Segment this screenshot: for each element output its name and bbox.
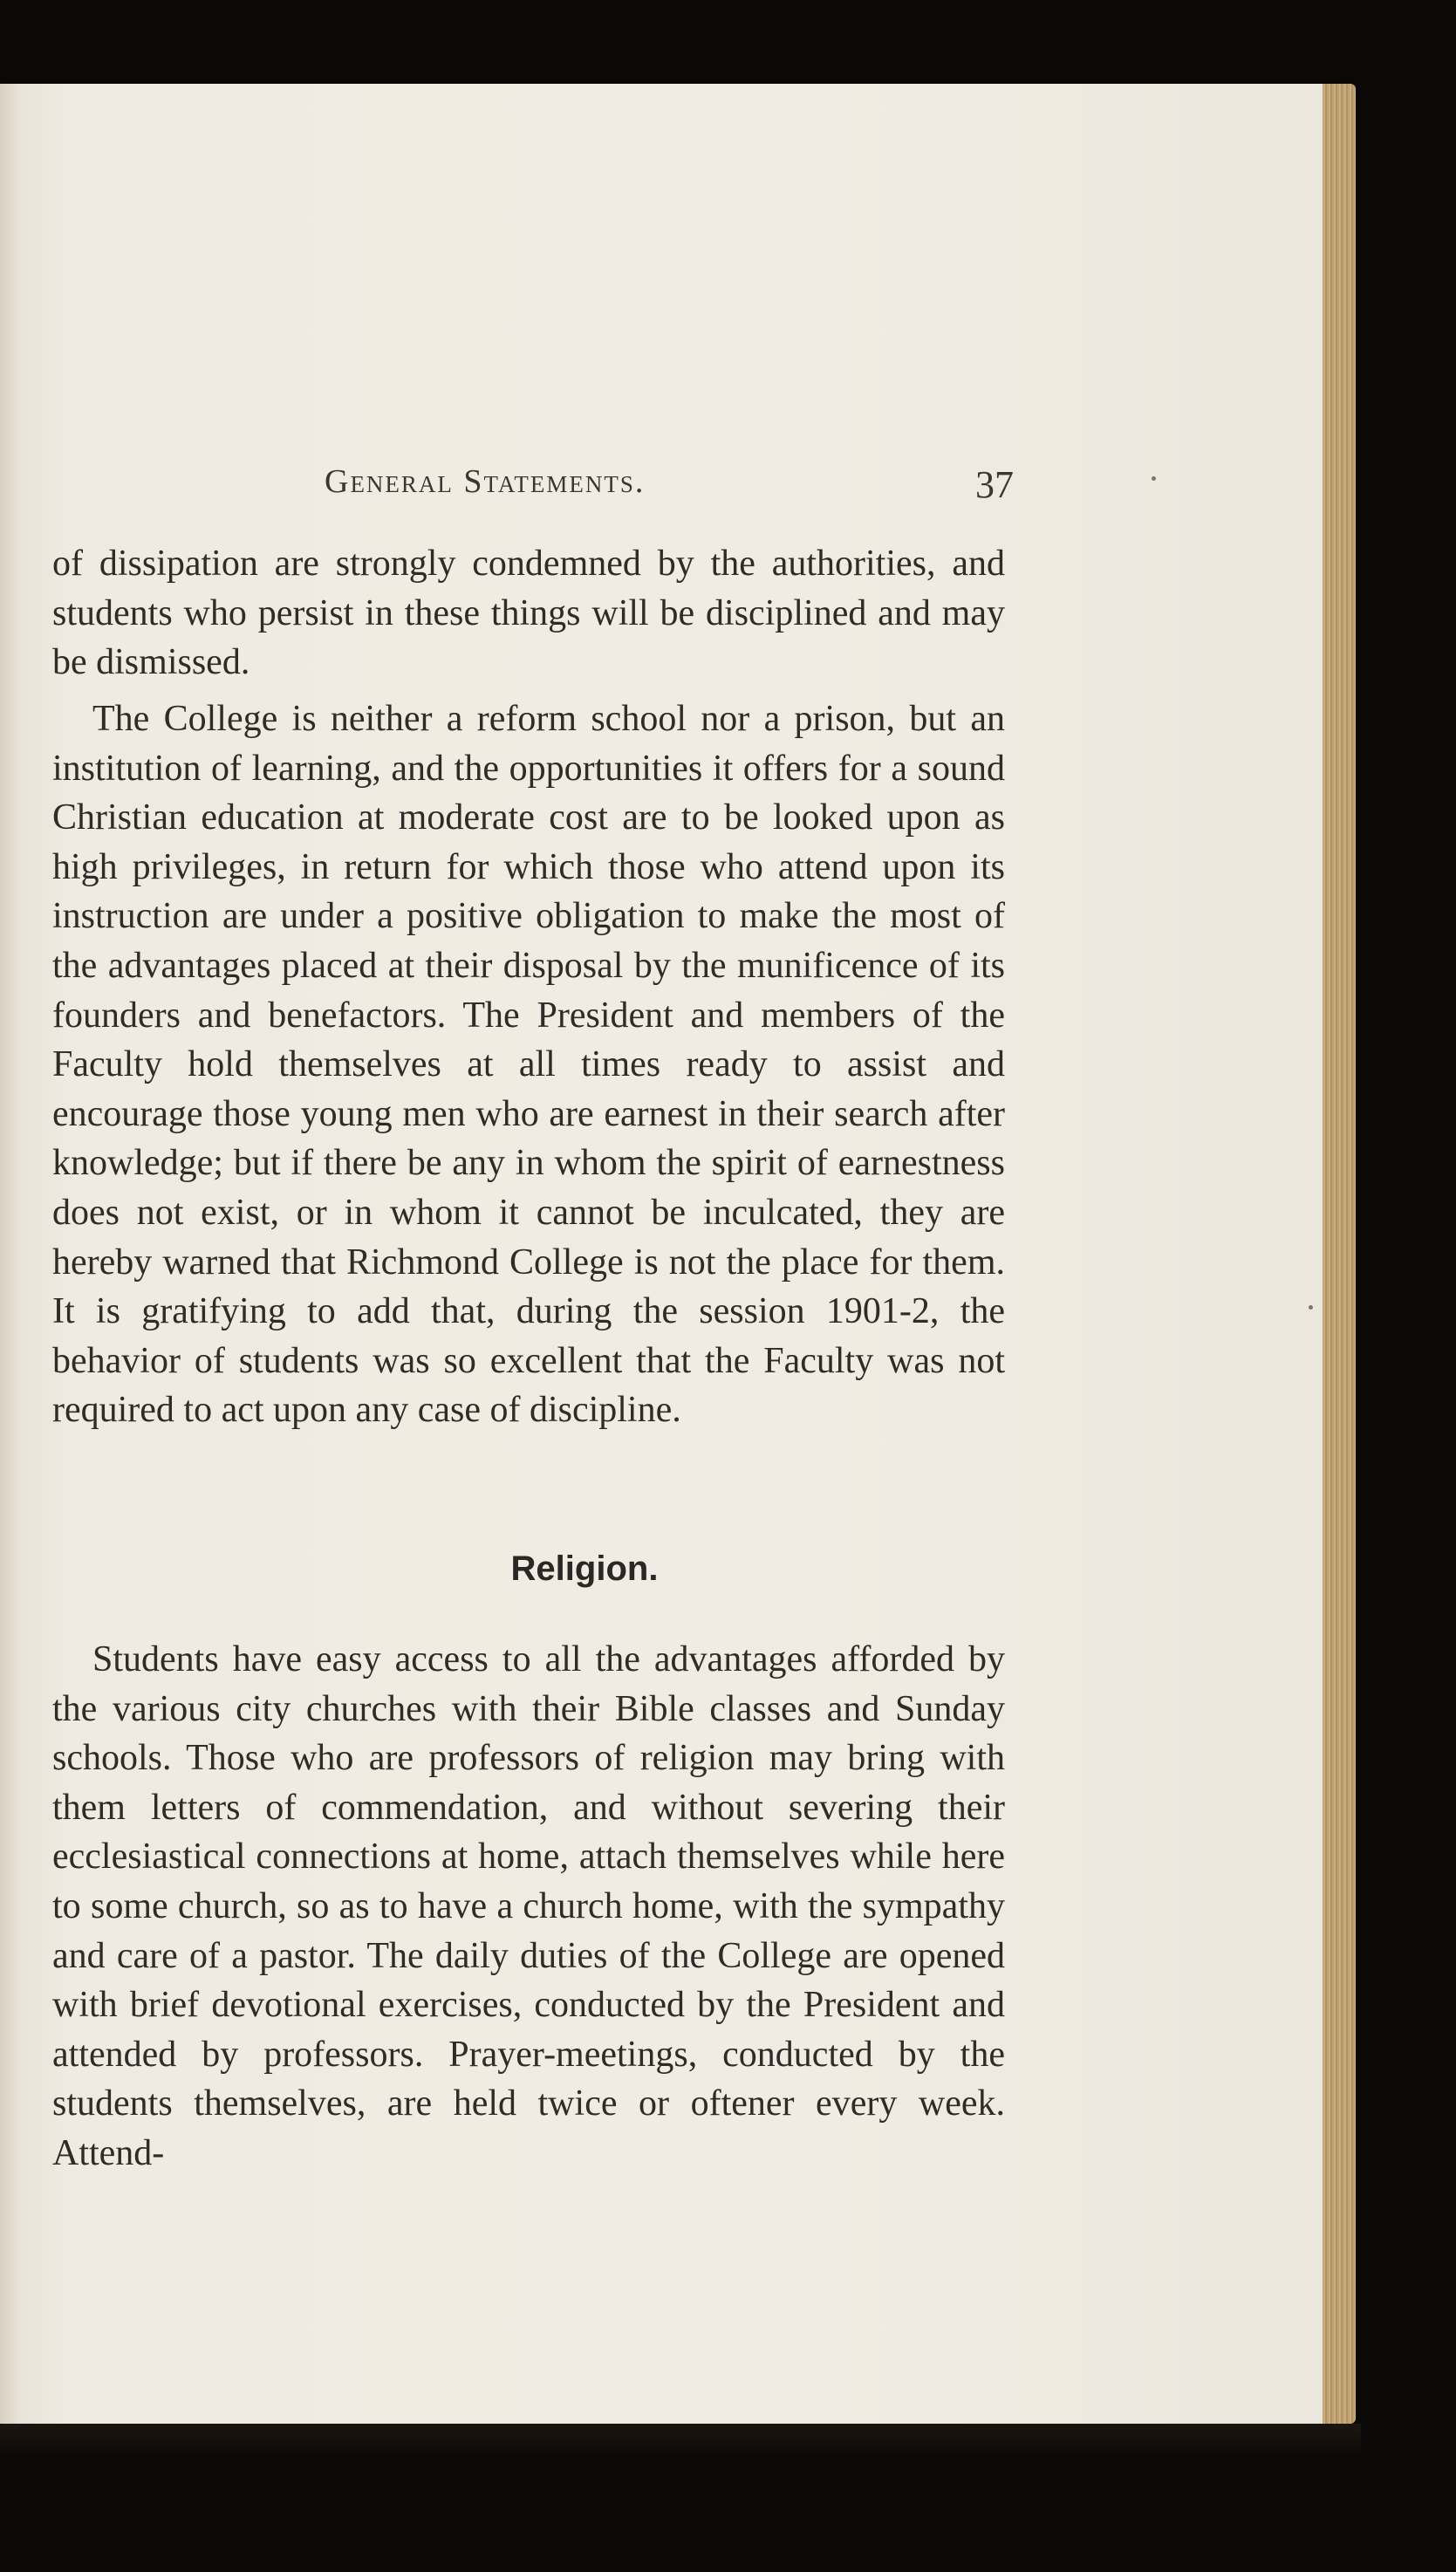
paragraph-college-purpose: The College is neither a reform school nor a prison, but an institution of learning, and the opportunities it offers for a sound Christian education at moderate cost are to be looked upon as high privileges, in return for which those who attend upon its instruction are under a positive obligation to make the most of the advantages placed at their disposal by the munificence of its founders and benefactors. The President and members of the Faculty hold themselves at all times ready to assist and encourage those young men who are earnest in their search after knowledge; but if there be any in whom the spirit of earnestness does not exist, or in whom it cannot be inculcated, they are hereby warned that Richmond College is not the place for them. It is gratifying to add that, during the session 1901-2, the behavior of students was so excellent that the Faculty was not required to act upon any case of discipline. xyxy=(52,699,1005,1431)
book-page xyxy=(0,84,1350,2424)
section-heading-religion: Religion. xyxy=(510,1549,659,1588)
paragraph-dissipation: of dissipation are strongly condemned by the authorities, and students who persist in these things will be disciplined and may be dismissed. xyxy=(52,544,1005,683)
page-edge-stack xyxy=(1323,84,1356,2424)
page-bottom-shadow xyxy=(0,2424,1361,2459)
running-header-title: General Statements. xyxy=(325,463,646,500)
paper-speck xyxy=(1152,476,1156,481)
paragraph-religion: Students have easy access to all the advantages afforded by the various city churches with their Bible classes and Sunday schools. Those who are professors of religion may bring with them letters of commendation, and without severing their ecclesiastical connections at home, attach themselves while here to some church, so as to have a church home, with the sympathy and care of a pastor. The daily duties of the College are opened with brief devotional exercises, conducted by the President and attended by professors. Prayer-meetings, conducted by the students themselves, are held twice or oftener every week. Attend- xyxy=(52,1639,1005,2173)
paper-speck xyxy=(1309,1305,1313,1310)
running-header xyxy=(325,462,1014,515)
page-number: 37 xyxy=(975,463,1014,506)
